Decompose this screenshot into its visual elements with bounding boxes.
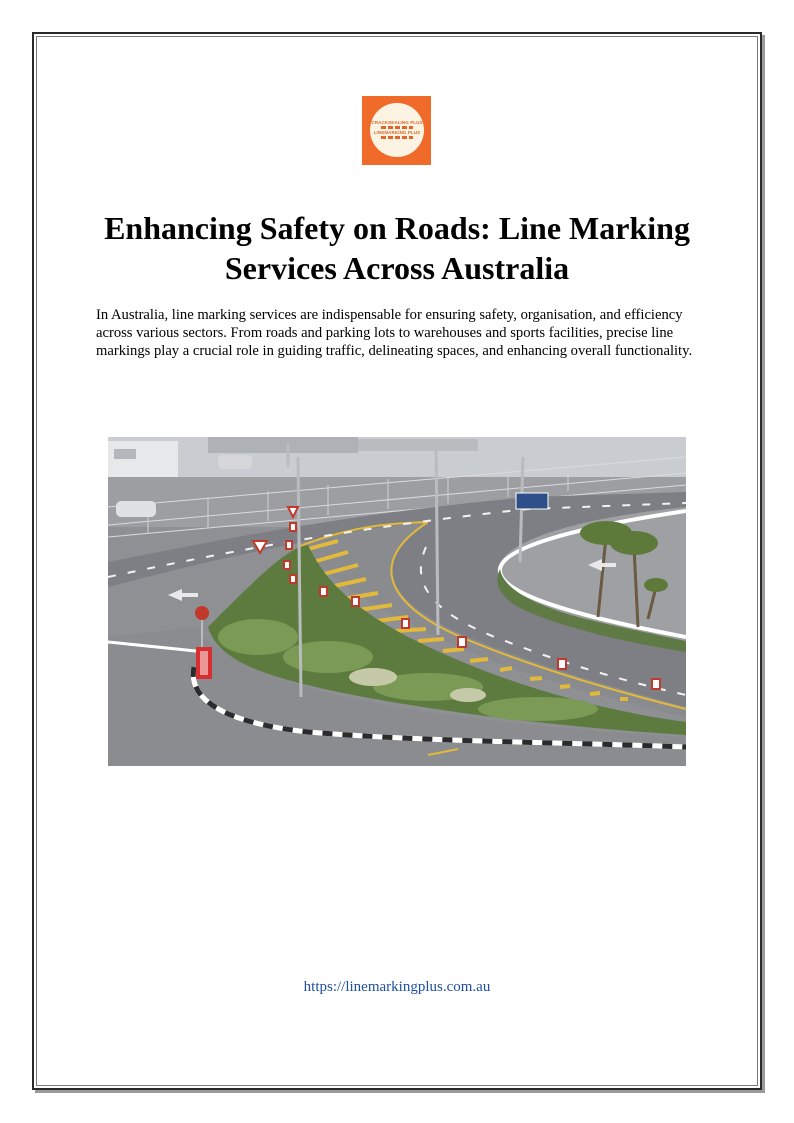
logo-badge	[370, 103, 424, 157]
page-title: Enhancing Safety on Roads: Line Marking Services Across Australia	[104, 210, 690, 286]
brand-logo	[362, 96, 431, 165]
intro-paragraph: In Australia, line marking services are indispensable for ensuring safety, organisation, and efficiency across various sectors. From roads and parking lots to warehouses and sports facilities, precise line markings play a crucial role in guiding traffic, delineating spaces, and enhancing overall functionality.	[96, 307, 693, 359]
footer-website-link[interactable]: https://linemarkingplus.com.au	[303, 979, 491, 995]
road-line-marking-photo	[108, 437, 686, 766]
logo-text-bottom: LINEMARKING PLUS	[373, 130, 421, 135]
logo-stripe-bar	[381, 126, 413, 129]
logo-text-top: CRACKSEALING PLUS	[371, 120, 423, 125]
logo-stripe-bar	[381, 136, 413, 139]
